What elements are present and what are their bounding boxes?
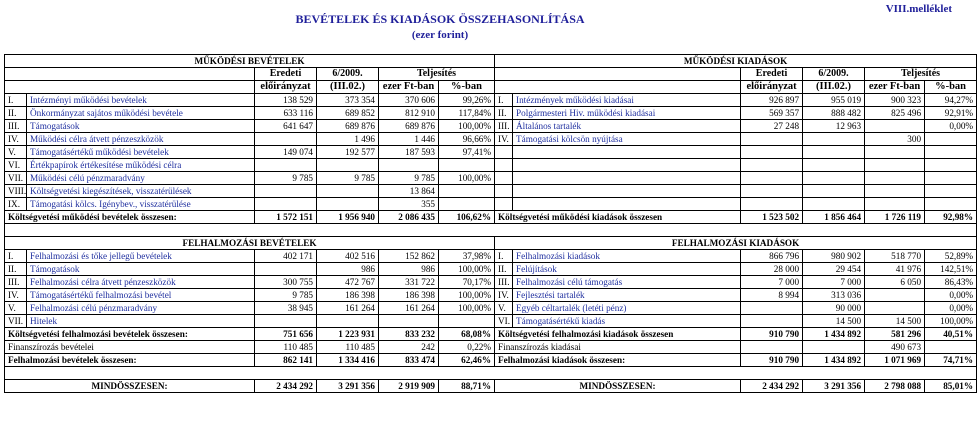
income-value: 152 862 xyxy=(379,250,439,263)
table-row xyxy=(5,107,977,120)
income-total-value: 62,46% xyxy=(439,354,495,367)
income-value: 689 852 xyxy=(317,107,379,120)
expense-total-value: 581 296 xyxy=(865,328,925,341)
expense-total-value: 1 434 892 xyxy=(803,328,865,341)
grand-total-row xyxy=(5,380,977,393)
expense-value xyxy=(925,172,977,185)
blank-cell xyxy=(5,68,255,81)
page-title: BEVÉTELEK ÉS KIADÁSOK ÖSSZEHASONLÍTÁSA xyxy=(295,12,585,26)
income-value: 9 785 xyxy=(379,172,439,185)
expense-value xyxy=(741,315,803,328)
expense-value xyxy=(925,133,977,146)
income-item-label: Támogatások xyxy=(27,263,255,276)
income-value xyxy=(317,198,379,211)
income-grand-value: 88,71% xyxy=(439,380,495,393)
expense-value xyxy=(925,185,977,198)
col-modified-head: 6/2009. xyxy=(803,68,865,81)
income-value: 641 647 xyxy=(255,120,317,133)
spacer-row xyxy=(5,367,977,380)
income-total-value: 0,22% xyxy=(439,341,495,354)
expense-value: 518 770 xyxy=(865,250,925,263)
column-subheader-row xyxy=(5,81,977,94)
expense-value: 86,43% xyxy=(925,276,977,289)
blank-cell xyxy=(5,81,255,94)
income-total-label: Felhalmozási bevételek összesen: xyxy=(5,354,255,367)
income-value xyxy=(255,198,317,211)
income-value: 689 876 xyxy=(379,120,439,133)
column-header-row xyxy=(5,68,977,81)
income-grand-value: 2 919 909 xyxy=(379,380,439,393)
expense-total-value: 74,71% xyxy=(925,354,977,367)
expense-item-label: Intézmények működési kiadásai xyxy=(513,94,741,107)
income-grand-label: MINDÖSSZESEN: xyxy=(5,380,255,393)
income-total-value: 1 334 416 xyxy=(317,354,379,367)
income-value: 355 xyxy=(379,198,439,211)
table-row xyxy=(5,198,977,211)
expense-value xyxy=(803,185,865,198)
expense-value: 313 036 xyxy=(803,289,865,302)
row-number: II. xyxy=(495,263,513,276)
expense-value xyxy=(803,172,865,185)
expense-value: 825 496 xyxy=(865,107,925,120)
expense-value: 94,27% xyxy=(925,94,977,107)
row-number: VI. xyxy=(495,315,513,328)
expense-value xyxy=(741,302,803,315)
financing-row xyxy=(5,341,977,354)
page-subtitle: (ezer forint) xyxy=(411,29,469,41)
row-number xyxy=(495,172,513,185)
row-number: IX. xyxy=(5,198,27,211)
row-number: II. xyxy=(495,107,513,120)
expense-item-label: Támogatásértékű kiadás xyxy=(513,315,741,328)
income-value: 99,26% xyxy=(439,94,495,107)
expense-value xyxy=(925,198,977,211)
expense-item-label: Felhalmozási kiadások xyxy=(513,250,741,263)
expense-total-value: 1 523 502 xyxy=(741,211,803,224)
income-item-label: Önkormányzat sajátos működési bevétele xyxy=(27,107,255,120)
comparison-table xyxy=(4,54,977,393)
expense-value: 955 019 xyxy=(803,94,865,107)
row-number: III. xyxy=(5,276,27,289)
expense-value: 29 454 xyxy=(803,263,865,276)
income-total-value: 833 232 xyxy=(379,328,439,341)
expense-value: 900 323 xyxy=(865,94,925,107)
expense-value: 90 000 xyxy=(803,302,865,315)
expense-value: 12 963 xyxy=(803,120,865,133)
table-row xyxy=(5,94,977,107)
income-item-label: Költségvetési kiegészítések, visszatérülések xyxy=(27,185,255,198)
expense-value: 866 796 xyxy=(741,250,803,263)
income-value xyxy=(255,133,317,146)
row-number: VII. xyxy=(5,315,27,328)
income-value: 100,00% xyxy=(439,263,495,276)
row-number: III. xyxy=(495,276,513,289)
expense-section-title: FELHALMOZÁSI KIADÁSOK xyxy=(495,237,977,250)
income-value: 100,00% xyxy=(439,172,495,185)
expense-value xyxy=(865,146,925,159)
expense-value xyxy=(865,198,925,211)
income-value: 37,98% xyxy=(439,250,495,263)
income-value xyxy=(317,159,379,172)
expense-grand-value: 2 434 292 xyxy=(741,380,803,393)
income-section-title: FELHALMOZÁSI BEVÉTELEK xyxy=(5,237,495,250)
income-total-value: 110 485 xyxy=(255,341,317,354)
table-row xyxy=(5,172,977,185)
expense-value: 7 000 xyxy=(741,276,803,289)
expense-value xyxy=(865,120,925,133)
spacer-cell xyxy=(5,224,977,237)
expense-value xyxy=(925,146,977,159)
row-number: II. xyxy=(5,107,27,120)
income-value: 9 785 xyxy=(317,172,379,185)
row-number: IV. xyxy=(5,289,27,302)
expense-total-value: 1 726 119 xyxy=(865,211,925,224)
row-number xyxy=(495,198,513,211)
expense-total-label: Finanszírozás kiadásai xyxy=(495,341,741,354)
table-row xyxy=(5,250,977,263)
expense-total-value: 910 790 xyxy=(741,354,803,367)
col-subhead: előirányzat xyxy=(255,81,317,94)
table-row xyxy=(5,146,977,159)
expense-value: 8 994 xyxy=(741,289,803,302)
income-total-value: 68,08% xyxy=(439,328,495,341)
row-number xyxy=(495,146,513,159)
col-original-head: Eredeti xyxy=(255,68,317,81)
row-number xyxy=(495,159,513,172)
expense-grand-value: 85,01% xyxy=(925,380,977,393)
col-subhead: (III.02.) xyxy=(317,81,379,94)
income-value: 986 xyxy=(317,263,379,276)
income-total-value: 751 656 xyxy=(255,328,317,341)
income-value: 97,41% xyxy=(439,146,495,159)
expense-total-value xyxy=(925,341,977,354)
expense-value: 92,91% xyxy=(925,107,977,120)
expense-value: 14 500 xyxy=(865,315,925,328)
income-item-label: Intézményi működési bevételek xyxy=(27,94,255,107)
income-value xyxy=(379,159,439,172)
expense-value: 6 050 xyxy=(865,276,925,289)
income-value: 373 354 xyxy=(317,94,379,107)
expense-section-title: MŰKÖDÉSI KIADÁSOK xyxy=(495,55,977,68)
income-value: 13 864 xyxy=(379,185,439,198)
income-value: 472 767 xyxy=(317,276,379,289)
row-number: IV. xyxy=(495,289,513,302)
income-value: 149 074 xyxy=(255,146,317,159)
table-row xyxy=(5,315,977,328)
income-value xyxy=(255,315,317,328)
income-item-label: Támogatásértékű felhalmozási bevétel xyxy=(27,289,255,302)
expense-value: 52,89% xyxy=(925,250,977,263)
income-value: 402 516 xyxy=(317,250,379,263)
income-value: 331 722 xyxy=(379,276,439,289)
row-number: I. xyxy=(495,250,513,263)
row-number: IV. xyxy=(495,133,513,146)
col-subhead: %-ban xyxy=(925,81,977,94)
expense-value xyxy=(803,198,865,211)
expense-value: 142,51% xyxy=(925,263,977,276)
income-value: 192 577 xyxy=(317,146,379,159)
income-value: 689 876 xyxy=(317,120,379,133)
expense-item-label xyxy=(513,185,741,198)
expense-grand-value: 3 291 356 xyxy=(803,380,865,393)
col-modified-head: 6/2009. xyxy=(317,68,379,81)
expense-item-label: Egyéb céltartalék (letéti pénz) xyxy=(513,302,741,315)
income-value: 370 606 xyxy=(379,94,439,107)
income-total-label: Költségvetési felhalmozási bevételek összesen: xyxy=(5,328,255,341)
income-value xyxy=(255,185,317,198)
operating-total-row xyxy=(5,211,977,224)
income-item-label: Támogatásértékű működési bevételek xyxy=(27,146,255,159)
expense-total-label: Felhalmozási kiadások összesen: xyxy=(495,354,741,367)
spacer-row xyxy=(5,224,977,237)
blank-cell xyxy=(495,68,741,81)
expense-value xyxy=(741,172,803,185)
income-total-value: 2 086 435 xyxy=(379,211,439,224)
income-value: 100,00% xyxy=(439,120,495,133)
col-subhead: ezer Ft-ban xyxy=(379,81,439,94)
col-actual-head: Teljesítés xyxy=(865,68,977,81)
expense-value xyxy=(741,198,803,211)
income-value: 187 593 xyxy=(379,146,439,159)
expense-value xyxy=(803,146,865,159)
expense-item-label: Támogatási kölcsön nyújtása xyxy=(513,133,741,146)
expense-grand-value: 2 798 088 xyxy=(865,380,925,393)
table-row xyxy=(5,159,977,172)
income-total-label: Költségvetési működési bevételek összesen: xyxy=(5,211,255,224)
expense-grand-label: MINDÖSSZESEN: xyxy=(495,380,741,393)
income-value: 100,00% xyxy=(439,302,495,315)
table-row xyxy=(5,302,977,315)
expense-value: 7 000 xyxy=(803,276,865,289)
table-row xyxy=(5,185,977,198)
expense-value: 41 976 xyxy=(865,263,925,276)
income-grand-value: 2 434 292 xyxy=(255,380,317,393)
row-number: V. xyxy=(495,302,513,315)
expense-total-label: Költségvetési működési kiadások összesen xyxy=(495,211,741,224)
income-value: 161 264 xyxy=(317,302,379,315)
income-value xyxy=(379,315,439,328)
income-value: 402 171 xyxy=(255,250,317,263)
income-item-label: Felhalmozási célú pénzmaradvány xyxy=(27,302,255,315)
expense-value: 0,00% xyxy=(925,289,977,302)
income-total-value: 862 141 xyxy=(255,354,317,367)
expense-value xyxy=(865,289,925,302)
income-total-value: 1 956 940 xyxy=(317,211,379,224)
expense-value xyxy=(865,302,925,315)
expense-value xyxy=(803,133,865,146)
row-number: II. xyxy=(5,263,27,276)
expense-value: 100,00% xyxy=(925,315,977,328)
expense-total-value: 910 790 xyxy=(741,328,803,341)
annex-label: VIII.melléklet xyxy=(885,3,952,15)
income-value: 38 945 xyxy=(255,302,317,315)
income-value xyxy=(255,263,317,276)
income-value: 70,17% xyxy=(439,276,495,289)
expense-value xyxy=(865,172,925,185)
expense-total-label: Költségvetési felhalmozási kiadások összesen xyxy=(495,328,741,341)
income-item-label: Értékpapírok értékesítése működési célra xyxy=(27,159,255,172)
income-value: 186 398 xyxy=(379,289,439,302)
income-value: 812 910 xyxy=(379,107,439,120)
col-actual-head: Teljesítés xyxy=(379,68,495,81)
income-total-value: 1 223 931 xyxy=(317,328,379,341)
row-number: VIII. xyxy=(5,185,27,198)
col-subhead: ezer Ft-ban xyxy=(865,81,925,94)
expense-value xyxy=(741,185,803,198)
income-item-label: Hitelek xyxy=(27,315,255,328)
row-number: I. xyxy=(5,250,27,263)
expense-total-value xyxy=(803,341,865,354)
expense-value xyxy=(741,146,803,159)
income-item-label: Felhalmozási és tőke jellegű bevételek xyxy=(27,250,255,263)
expense-value xyxy=(865,185,925,198)
expense-value: 0,00% xyxy=(925,302,977,315)
col-subhead: %-ban xyxy=(439,81,495,94)
income-item-label: Működési célra átvett pénzeszközök xyxy=(27,133,255,146)
expense-value: 27 248 xyxy=(741,120,803,133)
income-value: 96,66% xyxy=(439,133,495,146)
income-value: 100,00% xyxy=(439,289,495,302)
income-value xyxy=(439,185,495,198)
expense-item-label: Fejlesztési tartalék xyxy=(513,289,741,302)
income-value: 9 785 xyxy=(255,289,317,302)
income-value xyxy=(317,315,379,328)
col-subhead: előirányzat xyxy=(741,81,803,94)
row-number: III. xyxy=(5,120,27,133)
expense-total-value: 40,51% xyxy=(925,328,977,341)
capital-subtotal-row xyxy=(5,328,977,341)
col-subhead: (III.02.) xyxy=(803,81,865,94)
expense-value: 300 xyxy=(865,133,925,146)
expense-item-label: Felhalmozási célú támogatás xyxy=(513,276,741,289)
col-original-head: Eredeti xyxy=(741,68,803,81)
income-value xyxy=(439,198,495,211)
income-value: 1 446 xyxy=(379,133,439,146)
income-value: 186 398 xyxy=(317,289,379,302)
income-total-value: 106,62% xyxy=(439,211,495,224)
spacer-cell xyxy=(5,367,977,380)
expense-value xyxy=(741,159,803,172)
income-value: 1 496 xyxy=(317,133,379,146)
expense-item-label xyxy=(513,159,741,172)
row-number: I. xyxy=(495,94,513,107)
row-number: VI. xyxy=(5,159,27,172)
expense-total-value: 1 856 464 xyxy=(803,211,865,224)
expense-total-value: 1 434 892 xyxy=(803,354,865,367)
table-row xyxy=(5,133,977,146)
income-total-value: 1 572 151 xyxy=(255,211,317,224)
row-number: V. xyxy=(5,302,27,315)
expense-value: 28 000 xyxy=(741,263,803,276)
expense-value xyxy=(803,159,865,172)
expense-total-value xyxy=(741,341,803,354)
expense-item-label xyxy=(513,198,741,211)
expense-value: 0,00% xyxy=(925,120,977,133)
income-value: 9 785 xyxy=(255,172,317,185)
section-title-row xyxy=(5,55,977,68)
income-item-label: Támogatási kölcs. Igénybev., visszatérülése xyxy=(27,198,255,211)
expense-item-label: Általános tartalék xyxy=(513,120,741,133)
income-value xyxy=(317,185,379,198)
blank-cell xyxy=(495,81,741,94)
expense-value: 569 357 xyxy=(741,107,803,120)
income-item-label: Működési célú pénzmaradvány xyxy=(27,172,255,185)
income-total-value: 110 485 xyxy=(317,341,379,354)
expense-value xyxy=(741,133,803,146)
expense-value: 980 902 xyxy=(803,250,865,263)
income-value: 117,84% xyxy=(439,107,495,120)
row-number: IV. xyxy=(5,133,27,146)
expense-value xyxy=(865,159,925,172)
expense-value: 14 500 xyxy=(803,315,865,328)
row-number xyxy=(495,185,513,198)
expense-item-label: Polgármesteri Hiv. működési kiadásai xyxy=(513,107,741,120)
income-value: 986 xyxy=(379,263,439,276)
expense-total-value: 92,98% xyxy=(925,211,977,224)
income-value: 161 264 xyxy=(379,302,439,315)
section-title-row xyxy=(5,237,977,250)
expense-total-value: 490 673 xyxy=(865,341,925,354)
income-value: 633 116 xyxy=(255,107,317,120)
table-row xyxy=(5,120,977,133)
row-number: III. xyxy=(495,120,513,133)
income-item-label: Támogatások xyxy=(27,120,255,133)
income-section-title: MŰKÖDÉSI BEVÉTELEK xyxy=(5,55,495,68)
capital-total-row xyxy=(5,354,977,367)
expense-item-label: Felújítások xyxy=(513,263,741,276)
income-value xyxy=(439,315,495,328)
income-value: 300 755 xyxy=(255,276,317,289)
income-total-value: 833 474 xyxy=(379,354,439,367)
expense-value xyxy=(925,159,977,172)
row-number: V. xyxy=(5,146,27,159)
income-value xyxy=(255,159,317,172)
row-number: VII. xyxy=(5,172,27,185)
expense-total-value: 1 071 969 xyxy=(865,354,925,367)
income-item-label: Felhalmozási célra átvett pénzeszközök xyxy=(27,276,255,289)
expense-item-label xyxy=(513,146,741,159)
income-value xyxy=(439,159,495,172)
income-grand-value: 3 291 356 xyxy=(317,380,379,393)
table-row xyxy=(5,276,977,289)
expense-value: 888 482 xyxy=(803,107,865,120)
income-value: 138 529 xyxy=(255,94,317,107)
table-row xyxy=(5,263,977,276)
expense-item-label xyxy=(513,172,741,185)
table-row xyxy=(5,289,977,302)
income-total-value: 242 xyxy=(379,341,439,354)
expense-value: 926 897 xyxy=(741,94,803,107)
row-number: I. xyxy=(5,94,27,107)
income-total-label: Finanszírozás bevételei xyxy=(5,341,255,354)
